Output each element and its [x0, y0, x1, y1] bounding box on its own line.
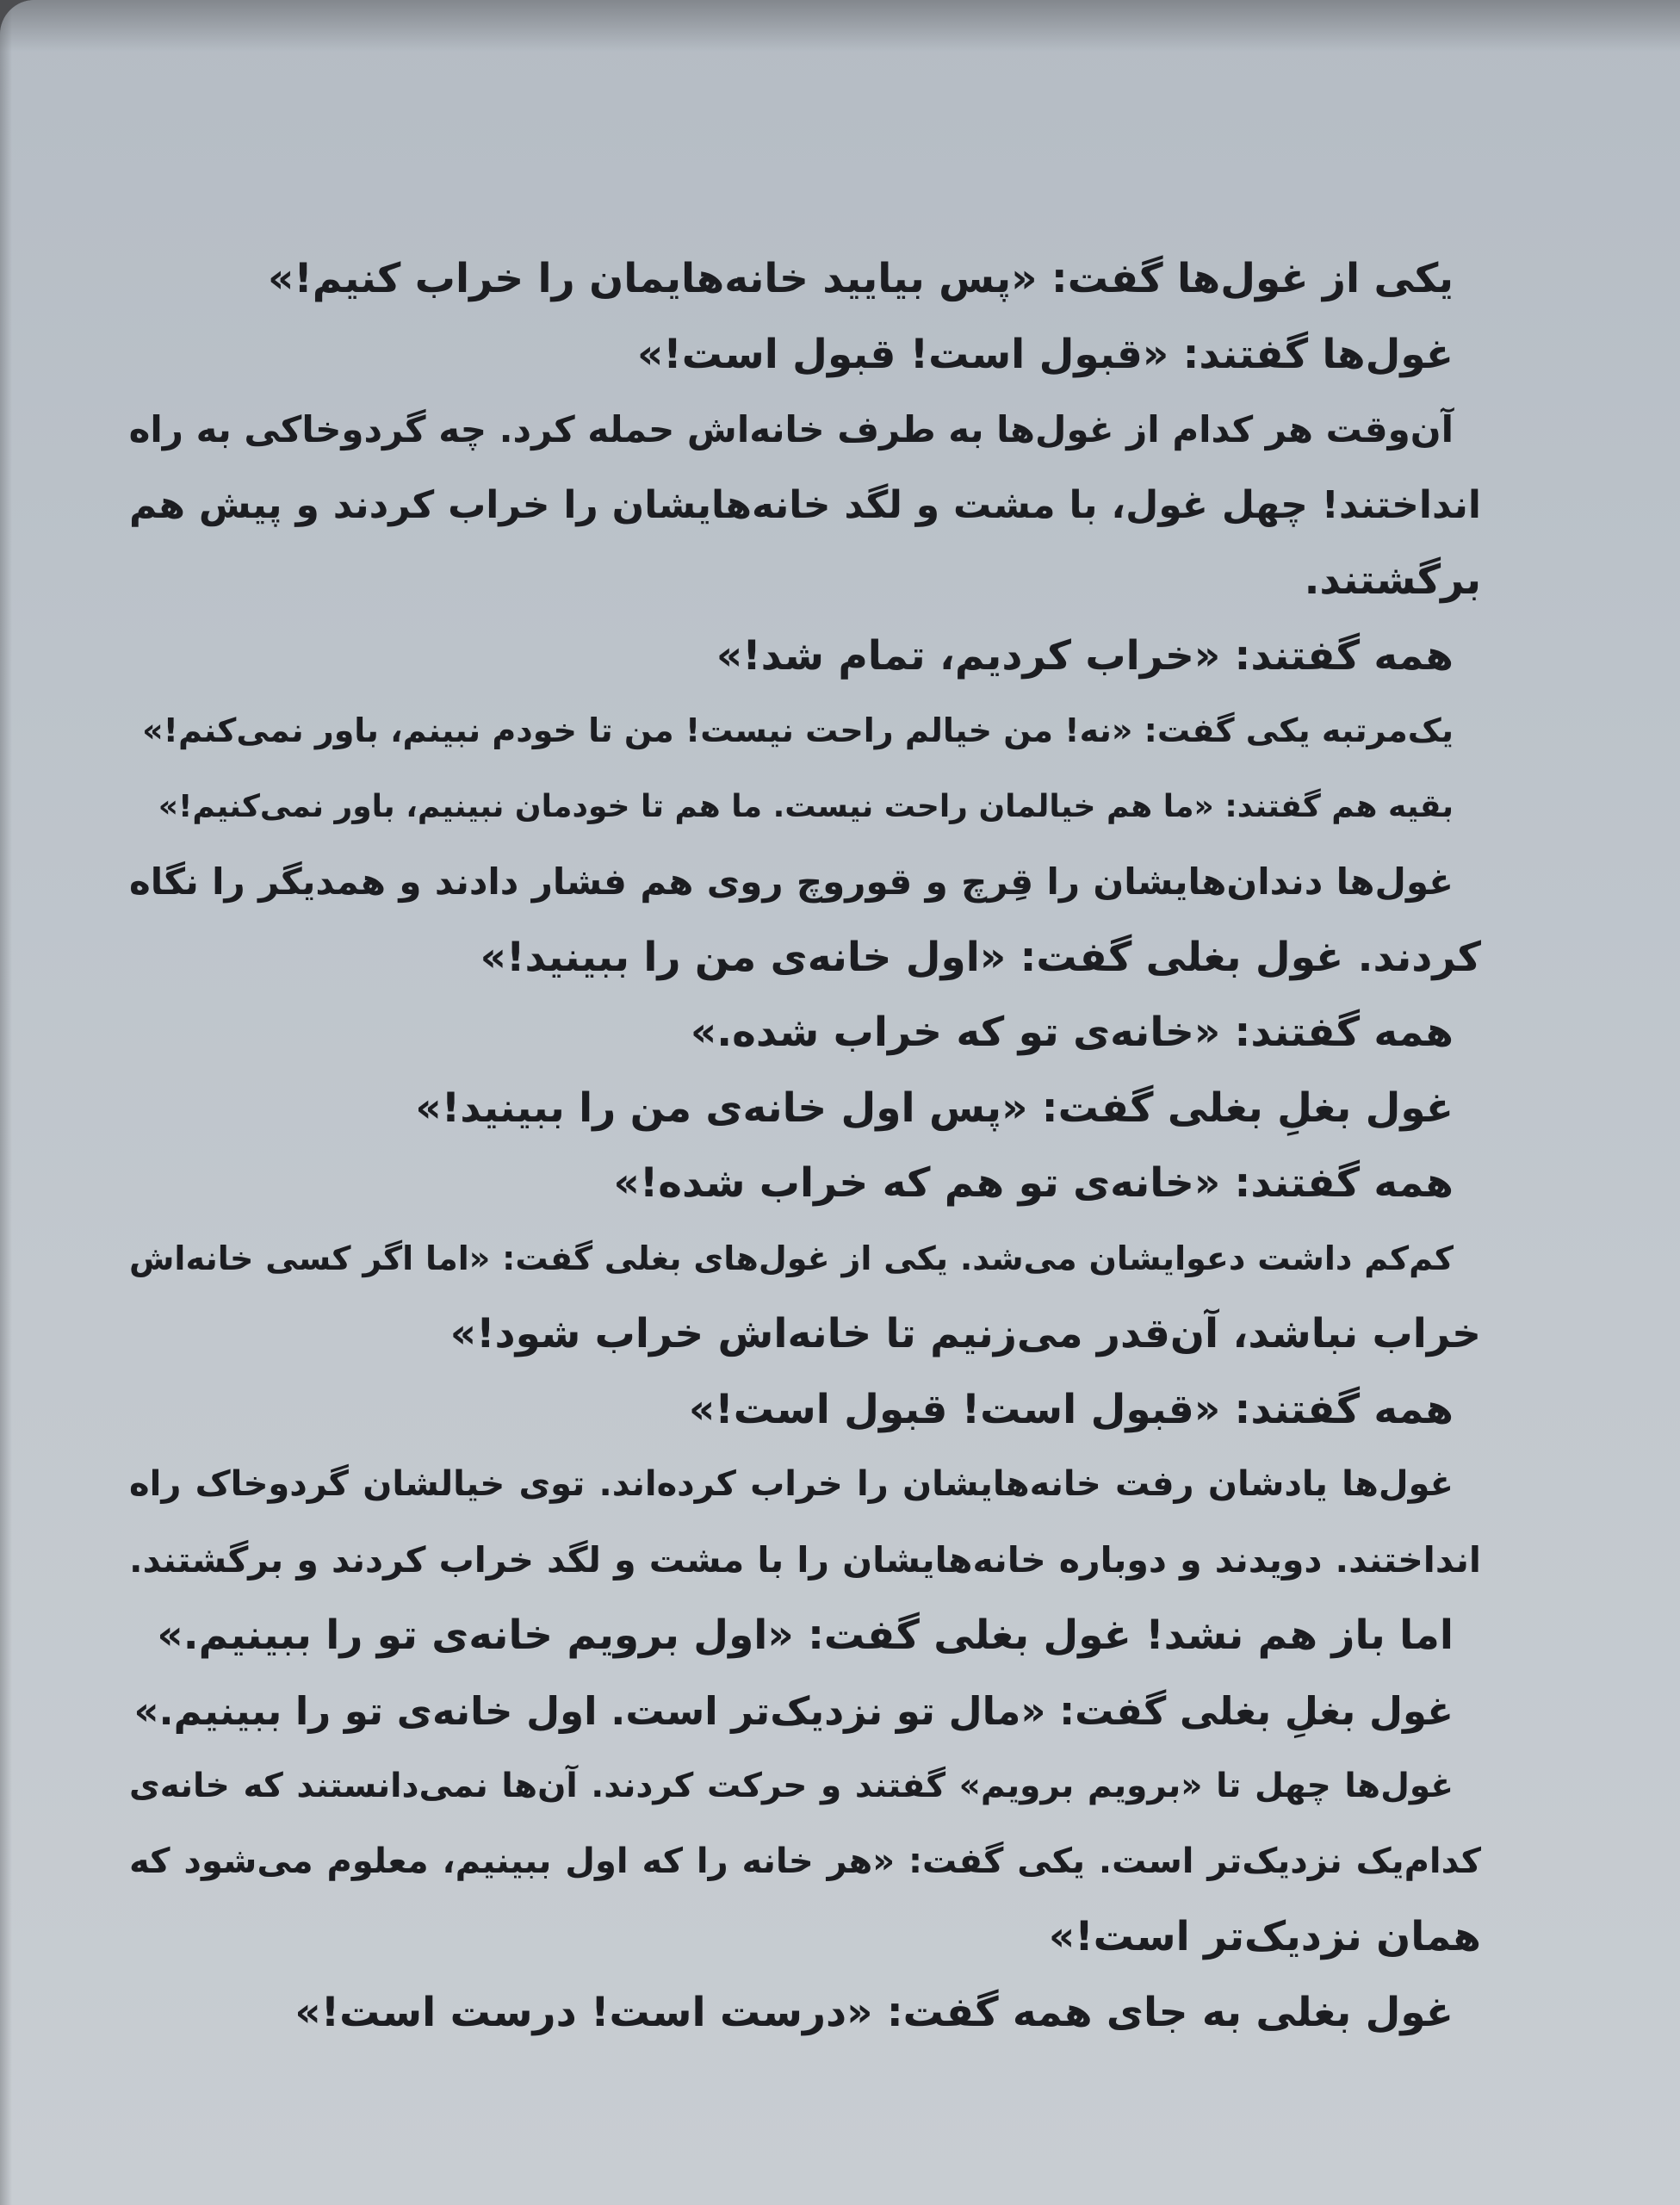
story-text — [129, 241, 1481, 2050]
text-line: کردند. غول بغلی گفت: «اول خانه‌ی من را ببینید!» — [480, 933, 1481, 981]
text-line: همه گفتند: «خانه‌ی تو که خراب شده.» — [690, 1009, 1454, 1056]
text-line: انداختند. دویدند و دوباره خانه‌هایشان را با مشت و لگد خراب کردند و برگشتند. — [129, 1538, 1481, 1581]
text-line: بقیه هم گفتند: «ما هم خیالمان راحت نیست. ما هم تا خودمان نبینیم، باور نمی‌کنیم!» — [158, 788, 1454, 824]
text-line: همه گفتند: «قبول است! قبول است!» — [688, 1385, 1454, 1433]
text-line: انداختند! چهل غول، با مشت و لگد خانه‌هایشان را خراب کردند و پیش هم — [129, 482, 1481, 527]
text-line: غول‌ها گفتند: «قبول است! قبول است!» — [636, 330, 1454, 378]
text-line: غول بغلی به جای همه گفت: «درست است! درست است!» — [294, 1988, 1454, 2036]
text-line: یک‌مرتبه یکی گفت: «نه! من خیالم راحت نیست! من تا خودم نبینم، باور نمی‌کنم!» — [142, 711, 1454, 749]
text-line: همه گفتند: «خراب کردیم، تمام شد!» — [716, 631, 1454, 680]
text-line: همان نزدیک‌تر است!» — [1048, 1913, 1481, 1960]
text-line: کدام‌یک نزدیک‌تر است. یکی گفت: «هر خانه را که اول ببینیم، معلوم می‌شود که — [129, 1841, 1481, 1881]
text-line: غول‌ها یادشان رفت خانه‌هایشان را خراب کرده‌اند. توی خیالشان گردوخاک راه — [129, 1464, 1454, 1504]
text-line: یکی از غول‌ها گفت: «پس بیایید خانه‌هایمان را خراب کنیم!» — [268, 255, 1454, 302]
text-line: اما باز هم نشد! غول بغلی گفت: «اول برویم خانه‌ی تو را ببینیم.» — [157, 1612, 1454, 1659]
text-line: کم‌کم داشت دعوایشان می‌شد. یکی از غول‌های بغلی گفت: «اما اگر کسی خانه‌اش — [129, 1239, 1454, 1277]
text-line: غول بغلِ بغلی گفت: «پس اول خانه‌ی من را ببینید!» — [415, 1084, 1454, 1132]
page-top-shadow — [0, 0, 1680, 52]
page-left-edge — [0, 0, 12, 2205]
text-line: غول‌ها چهل تا «برویم برویم» گفتند و حرکت کردند. آن‌ها نمی‌دانستند که خانه‌ی — [129, 1767, 1454, 1805]
text-line: خراب نباشد، آن‌قدر می‌زنیم تا خانه‌اش خراب شود!» — [449, 1310, 1481, 1357]
text-line: برگشتند. — [1304, 556, 1481, 604]
text-line: همه گفتند: «خانه‌ی تو هم که خراب شده!» — [613, 1159, 1454, 1207]
text-line: غول‌ها دندان‌هایشان را قِرچ و قوروچ روی هم فشار دادند و همدیگر را نگاه — [129, 860, 1454, 903]
text-line: غول بغلِ بغلی گفت: «مال تو نزدیک‌تر است. اول خانه‌ی تو را ببینیم.» — [133, 1687, 1454, 1734]
text-line: آن‌وقت هر کدام از غول‌ها به طرف خانه‌اش حمله کرد. چه گردوخاکی به راه — [129, 408, 1454, 450]
